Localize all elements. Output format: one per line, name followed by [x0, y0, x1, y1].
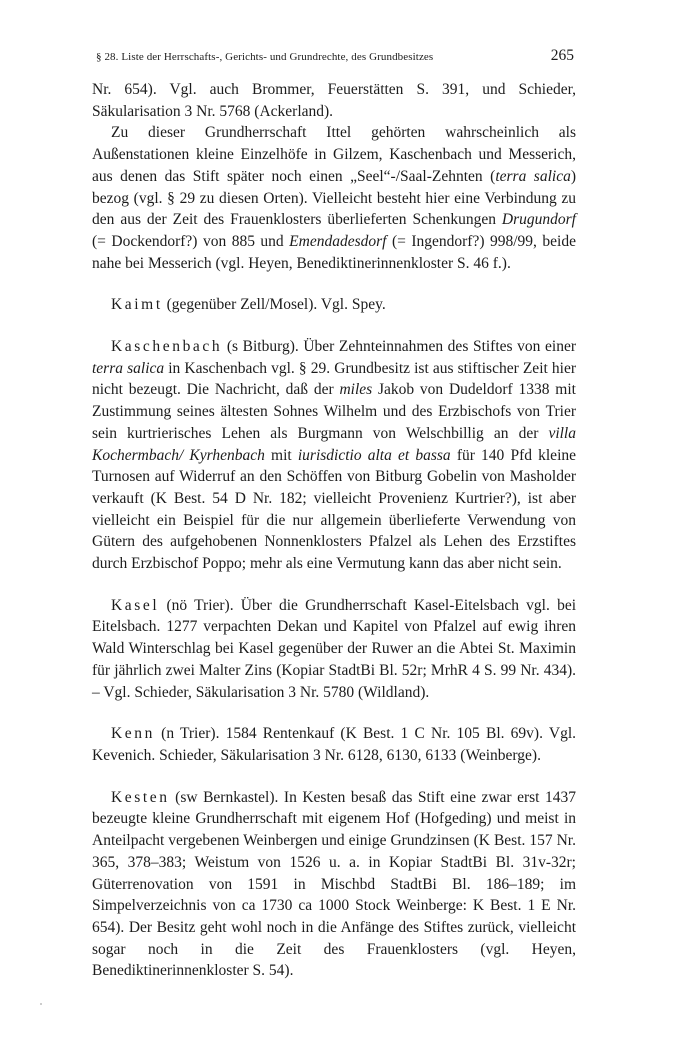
body-text	[92, 79, 576, 982]
latin-term: iurisdictio alta et bassa	[297, 446, 451, 464]
entry-kaimt: Kaimt (gegenüber Zell/Mosel). Vgl. Spey.	[111, 296, 386, 314]
latin-term: villa Kochermbach/ Kyrhenbach	[92, 424, 576, 464]
place-name-italic: Emendadesdorf	[289, 232, 387, 250]
scan-speck	[40, 1003, 42, 1005]
place-name-italic: Drugundorf	[501, 211, 576, 229]
ittel-paragraph: Zu dieser Grundherrschaft Ittel gehörten wahrscheinlich als Außenstationen kleine Einzelhöfe in Gilzem, Kaschenbach und Messerich, aus denen das Stift später noch einen „Seel“-/Saal-Zehnten (terra salica) bezog (vgl. § 29 zu diesen Orten). Vielleicht besteht hier eine Verbindung zu den aus der Zeit des Frauenklosters überlieferten Schenkungen Drugundorf (= Dockendorf?) von 885 und Emendadesdorf (= Ingendorf?) 998/99, beide nahe bei Messerich (vgl. Heyen, Benediktinerinnenkloster S. 46 f.).	[92, 124, 576, 272]
latin-term: terra salica	[92, 359, 165, 377]
entry-kaschenbach: Kaschenbach (s Bitburg). Über Zehnteinnahmen des Stiftes von einer terra salica in Kaschenbach vgl. § 29. Grundbesitz ist aus stiftischer Zeit hier nicht bezeugt. Die Nachricht, daß der miles Jakob von Dudeldorf 1338 mit Zustimmung seines ältesten Sohnes Wilhelm und des Erzbischofs von Trier sein kurtrierisches Lehen als Burgmann von Welschbillig an der villa Kochermbach/ Kyrhenbach mit iurisdictio alta et bassa für 140 Pfd kleine Turnosen auf Widerruf an den Schöffen von Bitburg Gobelin von Masholder verkauft (K Best. 54 D Nr. 182; vielleicht Provenienz Kurtrier?), ist aber vielleicht ein Beispiel für die nur allgemein überlieferte Verwendung von Gütern des aufgehobenen Nonnenklosters Pfalzel als Lehen des Erzstiftes durch Erzbischof Poppo; mehr als eine Vermutung kann das aber nicht sein.	[92, 338, 577, 573]
entry-keyword: Kaimt	[111, 296, 163, 314]
entry-keyword: Kaschenbach	[111, 338, 223, 356]
entry-kenn: Kenn (n Trier). 1584 Rentenkauf (K Best. 1 C Nr. 105 Bl. 69v). Vgl. Kevenich. Schieder, Säkularisation 3 Nr. 6128, 6130, 6133 (Weinberge).	[92, 725, 576, 764]
latin-term: terra salica	[495, 167, 571, 185]
entry-kasel: Kasel (nö Trier). Über die Grundherrschaft Kasel-Eitelsbach vgl. bei Eitelsbach. 1277 verpachten Dekan und Kapitel von Pfalzel auf ewig ihren Wald Winterschlag bei Kasel gegenüber der Ruwer an die Abtei St. Maximin für jährlich zwei Malter Zins (Kopiar StadtBi Bl. 52r; MrhR 4 S. 99 Nr. 434). – Vgl. Schieder, Säkularisation 3 Nr. 5780 (Wildland).	[92, 596, 576, 701]
entry-keyword: Kasel	[111, 596, 160, 614]
continuation-paragraph: Nr. 654). Vgl. auch Brommer, Feuerstätten S. 391, und Schieder, Säkularisation 3 Nr. 5768 (Ackerland).	[92, 81, 576, 120]
entry-keyword: Kesten	[111, 788, 170, 806]
running-header	[96, 47, 574, 65]
running-header-title: § 28. Liste der Herrschafts-, Gerichts- und Grundrechte, des Grundbesitzes	[96, 51, 434, 63]
page-number: 265	[550, 47, 574, 64]
entry-keyword: Kenn	[111, 725, 155, 743]
entry-kesten: Kesten (sw Bernkastel). In Kesten besaß das Stift eine zwar erst 1437 bezeugte kleine Grundherrschaft mit eigenem Hof (Hofgeding) und meist in Anteilpacht vergebenen Weinbergen und einige Grundzinsen (K Best. 157 Nr. 365, 378–383; Weistum von 1526 u. a. in Kopiar StadtBi Bl. 31v-32r; Güterrenovation von 1591 in Mischbd StadtBi Bl. 186–189; im Simpelverzeichnis von ca 1730 ca 1000 Stock Weinberge: K Best. 1 E Nr. 654). Der Besitz geht wohl noch in die Anfänge des Stiftes zurück, vielleicht sogar noch in die Zeit des Frauenklosters (vgl. Heyen, Benediktinerinnenkloster S. 54).	[92, 788, 576, 980]
latin-term: miles	[339, 381, 373, 399]
